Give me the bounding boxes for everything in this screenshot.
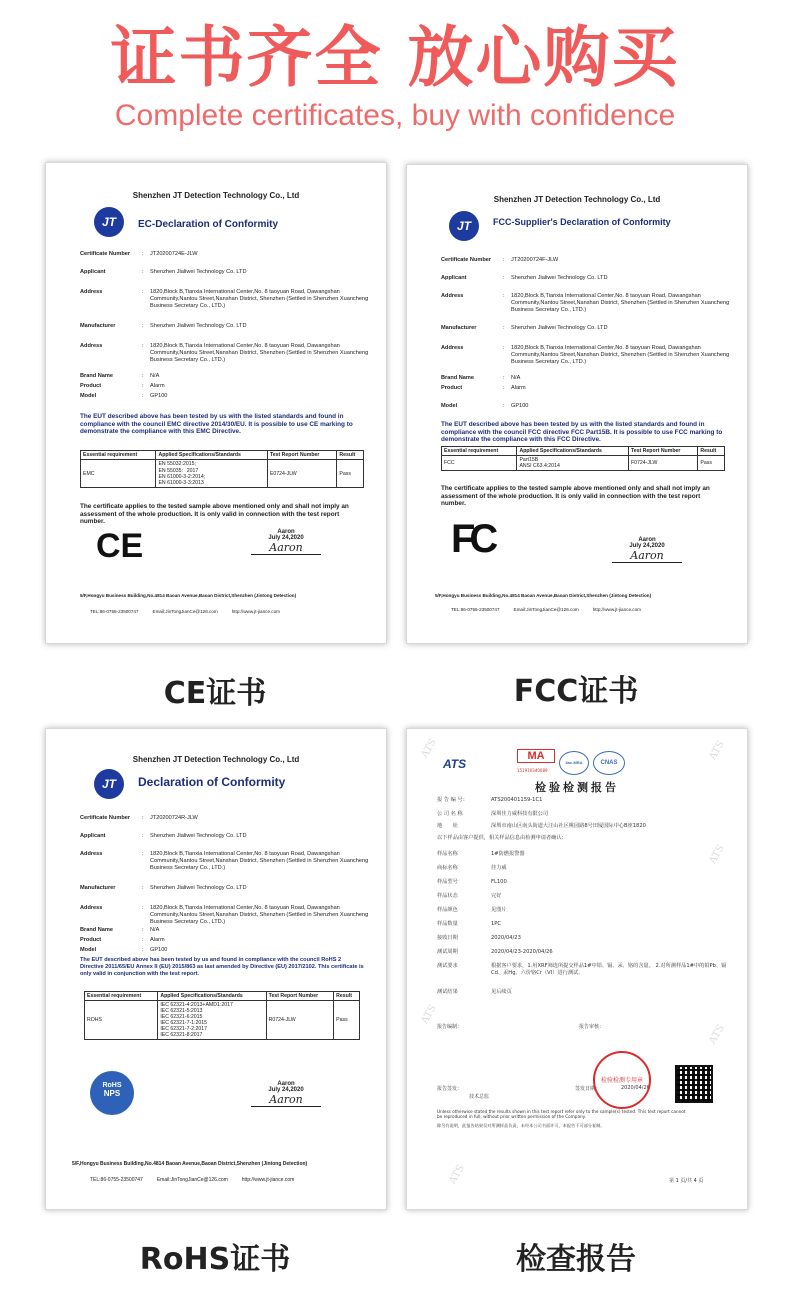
issue-label: 签发日期： <box>575 1086 601 1092</box>
ilac-logo-icon: ilac-MRA <box>559 751 589 775</box>
certificate-contact: TEL:86-0755-23500747 Email:JinTongJianCe@126.com http://www.jt-jiance.com <box>90 609 280 614</box>
banner-title-cn: 证书齐全 放心购买 <box>110 19 680 96</box>
cma-number: 151910340089 <box>517 768 548 773</box>
certificate-company: Shenzhen JT Detection Technology Co., Ltd <box>132 191 300 200</box>
disclaimer-en: Unless otherwise stated the results shown in this test report refer only to the sample(s) tested. This test report cannot be reproduced in full, without prior written permission of the Company. <box>437 1109 686 1120</box>
page-number: 第 1 页/共 4 页 <box>669 1178 704 1184</box>
standards-table: Essential requirement Applied Specifications/Standards Test Report Number Result FCC Part15B ANSI C63.4:2014 F0724-JLW Pass <box>441 446 725 471</box>
jt-logo-icon: JT <box>94 207 124 237</box>
standards-table: Essential requirement Applied Specifications/Standards Test Report Number Result EMC EN 55032:2015; EN 55035：2017 EN 61000-3-2:2014; EN 61000-3-3:2013 E0724-JLW Pass <box>80 450 364 488</box>
banner-title-en: Complete certificates, buy with confidence <box>114 99 676 132</box>
certificate-validity: The certificate applies to the tested sample above mentioned only and shall not imply an assessment of the whole production. It is only valid in connection with the test report number. <box>441 485 710 508</box>
fcc-mark-icon: FC <box>451 517 493 561</box>
certificate-heading: EC-Declaration of Conformity <box>138 219 279 230</box>
signature-block: Aaron July 24,2020 Aaron <box>251 529 321 555</box>
certificate-contact: TEL:86-0755-23500747 Email:JinTongJianCe@126.com http://www.jt-jiance.com <box>451 607 641 612</box>
watermark: ATS <box>707 1023 727 1046</box>
certificate-heading: FCC-Supplier's Declaration of Conformity <box>493 217 671 227</box>
reviewed-label: 报告审核： <box>579 1024 605 1030</box>
cnas-logo-icon: CNAS <box>593 751 625 775</box>
certificate-statement: The EUT described above has been tested by us and found in compliance with the council RoHS 2 Directive 2011/65/EU Annex II (EU) 2015/863 as last amended by Directive (EU) 2017/2102. This certificate is only valid in conjunction with the test report. <box>80 957 364 977</box>
watermark: ATS <box>419 1003 439 1026</box>
ce-caption: CE证书 <box>163 676 267 711</box>
ce-certificate-card: Shenzhen JT Detection Technology Co., Ltd JT EC-Declaration of Conformity Certificate Number : JT20200724E-JLW Applicant : Shenzhen Jialiwei Technology Co. LTD Address : 1820,Block B,Tianxia International Center,No. 8 taoyuan Road, Dawangshan Community,Nantou Street,Nanshan District, Shenzhen (Settled in Shenzhen Xuancheng Business Secretary Co., LTD.) Manufacturer : Shenzhen Jialiwei Technology Co. LTD Address : 1820,Block B,Tianxia International Center,No. 8 taoyuan Road, Dawangshan Community,Nantou Street,Nanshan District, Shenzhen (Settled in Shenzhen Xuancheng Business Secretary Co., LTD.) Brand Name : N/A Product : Alarm Model : GP100 The EUT described above has been tested by us with the listed standards and found in compliance with the council EMC directive 2014/30/EU. It is possible to use CE marking to demonstrate the compliance with this EMC Directive. Essential requirement Applied Specifications/Standards Test Report Number Result EMC EN 55032:2015; EN 55035：2017 EN 61000-3-2:2014; EN 61000-3-3:2013 E0724-JLW Pass The certificate applies to the tested sample above mentioned only and shall not imply an assessment of the whole production. It is only valid in connection with the test report number. CE Aaron July 24,2020 Aaron 5/F,Hongyu Business Building,No.4814 Baoan Avenue,Baoan District,Shenzhen (Jintong Detection) TEL:86-0755-23500747 Email:JinTongJianCe@126.com http://www.jt-jiance.com <box>45 162 387 644</box>
report-caption: 检查报告 <box>516 1242 636 1277</box>
ats-logo-icon: ATS <box>443 757 467 771</box>
watermark: ATS <box>447 1163 467 1186</box>
test-report-card: ATS ATS ATS ATS ATS ATS ATS MA 151910340089 ilac-MRA CNAS 检验检测报告 报 告 编 号： ATS200401159-1C1 公 司 名 称 深圳佳力威科技有限公司 地 址 深圳市南山区南头街道大汪山社区桃园路8号田厦国际中心B座1820 以下样品由客户提供，相关样品信息由检测申请者确认： 样品名称 1#防燃报警器 商标名称 佳力威 样品型号 FL100 样品状态 完好 样品颜色 见图片 样品数量 1PC 接收日期 2020/04/23 测试周期 2020/04/23-2020/04/26 测试要求 根据客户要求，1.用XRF筛选所提交样品1#中铅、镉、汞、铬的含量。 2.对所测样品1#中的铅Pb、镉Cd、汞Hg、六价铬Cr（VI）进行测试。 测试结果 见后续页 报告编制： 报告审核： 报告签发： 技术总监 签发日期： 2020/04/26 检验检测专用章 Unless otherwise stated the results shown in this test report refer only to the sample(s) tested. This test report cannot be reproduced in full, without prior written permission of the Company. 除另有说明，此报告结果仅对所测样品负责，未经本公司书面许可，本报告不可部分复制。 第 1 页/共 4 页 <box>406 728 748 1210</box>
signature-block: Aaron July 24,2020 Aaron <box>612 537 682 563</box>
jt-logo-icon: JT <box>449 211 479 241</box>
rohs-badge-icon: RoHS NPS <box>90 1071 134 1115</box>
certificate-address-footer: 5/F,Hongyu Business Building,No.4814 Baoan Avenue,Baoan District,Shenzhen (Jintong Detection) <box>72 1161 308 1167</box>
rohs-certificate-card: Shenzhen JT Detection Technology Co., Ltd JT Declaration of Conformity Certificate Number : JT20200724R-JLW Applicant : Shenzhen Jialiwei Technology Co. LTD Address : 1820,Block B,Tianxia International Center,No. 8 taoyuan Road, Dawangshan Community,Nantou Street,Nanshan District, Shenzhen (Settled in Shenzhen Xuancheng Business Secretary Co., LTD.) Manufacturer : Shenzhen Jialiwei Technology Co. LTD Address : 1820,Block B,Tianxia International Center,No. 8 taoyuan Road, Dawangshan Community,Nantou Street,Nanshan District, Shenzhen (Settled in Shenzhen Xuancheng Business Secretary Co., LTD.) Brand Name : N/A Product : Alarm Model : GP100 The EUT described above has been tested by us and found in compliance with the council RoHS 2 Directive 2011/65/EU Annex II (EU) 2015/863 as last amended by Directive (EU) 2017/2102. This certificate is only valid in conjunction with the test report. Essential requirement Applied Specifications/Standards Test Report Number Result ROHS IEC 62321-4:2013+AMD1:2017 IEC 62321-5:2013 IEC 62321-6:2015 IEC 62321-7-1:2015 IEC 62321-7-2:2017 IEC 62321-8:2017 R0724-JLW Pass RoHS NPS Aaron July 24,2020 Aaron 5/F,Hongyu Business Building,No.4814 Baoan Avenue,Baoan District,Shenzhen (Jintong Detection) TEL:86-0755-23500747 Email:JinTongJianCe@126.com http://www.jt-jiance.com <box>45 728 387 1210</box>
certificate-company: Shenzhen JT Detection Technology Co., Ltd <box>132 755 300 764</box>
compiled-label: 报告编制： <box>437 1024 463 1030</box>
watermark: ATS <box>707 739 727 762</box>
certificate-address-footer: 5/F,Hongyu Business Building,No.4814 Baoan Avenue,Baoan District,Shenzhen (Jintong Detection) <box>80 593 297 598</box>
certificate-address-footer: 5/F,Hongyu Business Building,No.4814 Baoan Avenue,Baoan District,Shenzhen (Jintong Detection) <box>435 593 652 598</box>
fcc-certificate-card: Shenzhen JT Detection Technology Co., Ltd JT FCC-Supplier's Declaration of Conformity Certificate Number : JT20200724F-JLW Applicant : Shenzhen Jialiwei Technology Co. LTD Address : 1820,Block B,Tianxia International Center,No. 8 taoyuan Road, Dawangshan Community,Nantou Street,Nanshan District, Shenzhen (Settled in Shenzhen Xuancheng Business Secretary Co., LTD.) Manufacturer : Shenzhen Jialiwei Technology Co. LTD Address : 1820,Block B,Tianxia International Center,No. 8 taoyuan Road, Dawangshan Community,Nantou Street,Nanshan District, Shenzhen (Settled in Shenzhen Xuancheng Business Secretary Co., LTD.) Brand Name : N/A Product : Alarm Model : GP100 The EUT described above has been tested by us with the listed standards and found in compliance with the council FCC directive FCC Part15B. It is possible to use FCC marking to demonstrate the compliance with this FCC Directive. Essential requirement Applied Specifications/Standards Test Report Number Result FCC Part15B ANSI C63.4:2014 F0724-JLW Pass The certificate applies to the tested sample above mentioned only and shall not imply an assessment of the whole production. It is only valid in connection with the test report number. FC Aaron July 24,2020 Aaron 5/F,Hongyu Business Building,No.4814 Baoan Avenue,Baoan District,Shenzhen (Jintong Detection) TEL:86-0755-23500747 Email:JinTongJianCe@126.com http://www.jt-jiance.com <box>406 164 748 644</box>
ce-mark-icon: CE <box>96 527 144 565</box>
qr-code-icon <box>675 1065 713 1103</box>
certificate-company: Shenzhen JT Detection Technology Co., Ltd <box>493 195 661 204</box>
report-notice: 以下样品由客户提供，相关样品信息由检测申请者确认： <box>437 835 567 841</box>
report-title: 检验检测报告 <box>535 781 619 794</box>
certificate-validity: The certificate applies to the tested sample above mentioned only and shall not imply an assessment of the whole production. It is only valid in connection with the test report number. <box>80 503 349 526</box>
watermark: ATS <box>419 737 439 760</box>
inspection-seal-icon: 检验检测专用章 <box>593 1051 651 1109</box>
standards-table: Essential requirement Applied Specifications/Standards Test Report Number Result ROHS IEC 62321-4:2013+AMD1:2017 IEC 62321-5:2013 IEC 62321-6:2015 IEC 62321-7-1:2015 IEC 62321-7-2:2017 IEC 62321-8:2017 R0724-JLW Pass <box>84 991 360 1040</box>
certificate-statement: The EUT described above has been tested by us with the listed standards and found in compliance with the council FCC directive FCC Part15B. It is possible to use FCC marking to demonstrate the compliance with this FCC Directive. <box>441 421 723 444</box>
issue-date: 2020/04/26 <box>621 1085 650 1091</box>
certificate-heading: Declaration of Conformity <box>138 775 286 789</box>
disclaimer-cn: 除另有说明，此报告结果仅对所测样品负责，未经本公司书面许可，本报告不可部分复制。 <box>437 1123 605 1128</box>
jt-logo-icon: JT <box>94 769 124 799</box>
fcc-caption: FCC证书 <box>513 674 639 709</box>
approved-label: 报告签发： <box>437 1086 463 1092</box>
tech-manager: 技术总监 <box>469 1094 490 1100</box>
watermark: ATS <box>707 843 727 866</box>
certificate-statement: The EUT described above has been tested by us with the listed standards and found in compliance with the council EMC directive 2014/30/EU. It is possible to use CE marking to demonstrate the compliance with this EMC Directive. <box>80 413 353 436</box>
cma-logo-icon: MA <box>517 749 555 763</box>
rohs-caption: RoHS证书 <box>139 1242 291 1277</box>
signature-block: Aaron July 24,2020 Aaron <box>251 1081 321 1107</box>
certificate-contact: TEL:86-0755-23500747 Email:JinTongJianCe@126.com http://www.jt-jiance.com <box>90 1177 295 1183</box>
